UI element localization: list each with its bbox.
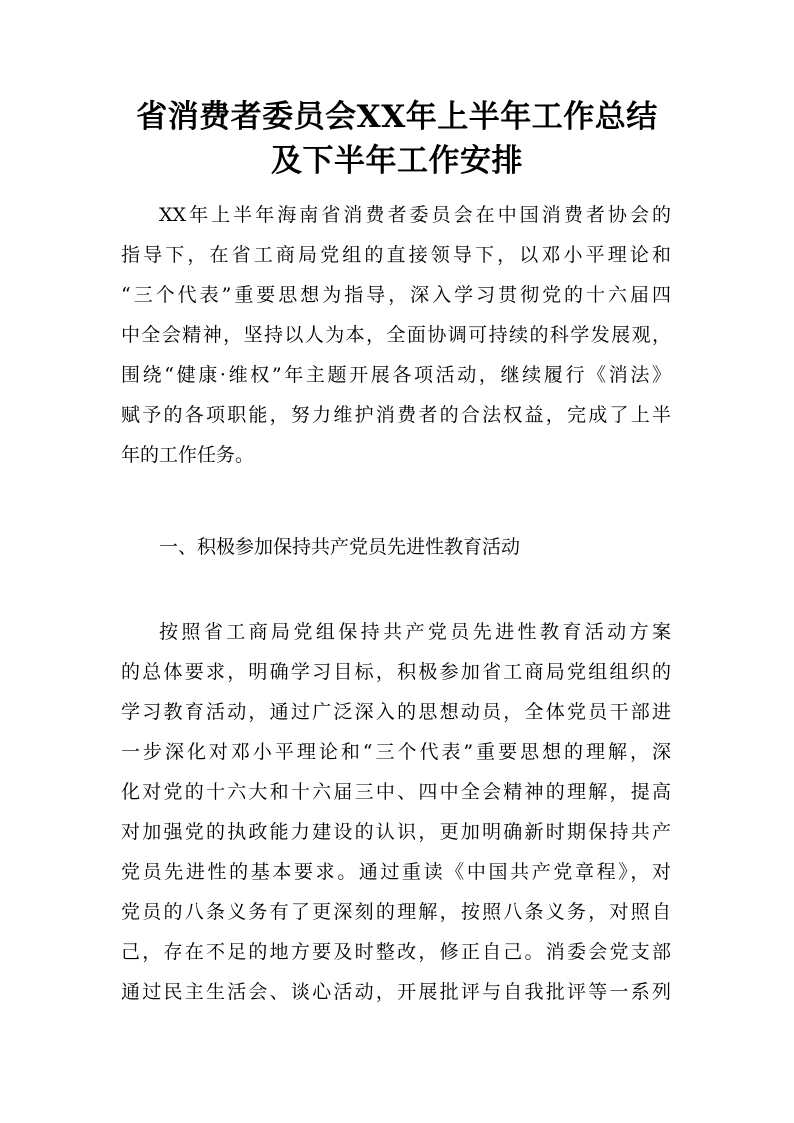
section-heading: 一、积极参加保持共产党员先进性教育活动 [159, 536, 521, 558]
paragraph-line: 通过民主生活会、谈心活动，开展批评与自我批评等一系列 [121, 981, 671, 1003]
paragraph-line: 学习教育活动，通过广泛深入的思想动员，全体党员干部进 [121, 701, 671, 723]
intro-paragraph [121, 195, 671, 475]
title-line: 及下半年工作安排 [271, 143, 523, 179]
section1-paragraph [121, 612, 671, 1012]
paragraph-line: 化对党的十六大和十六届三中、四中全会精神的理解，提高 [121, 781, 671, 803]
title-line: 省消费者委员会XX年上半年工作总结 [136, 99, 658, 135]
paragraph-line: 己，存在不足的地方要及时整改，修正自己。消委会党支部 [121, 941, 671, 963]
paragraph-line: 中全会精神，坚持以人为本，全面协调可持续的科学发展观， [121, 324, 671, 346]
paragraph-line: 赋予的各项职能，努力维护消费者的合法权益，完成了上半 [121, 404, 671, 426]
paragraph-line: 年的工作任务。 [121, 444, 255, 466]
paragraph-line: XX年上半年海南省消费者委员会在中国消费者协会的 [159, 204, 671, 226]
paragraph-line: 按照省工商局党组保持共产党员先进性教育活动方案 [159, 621, 671, 643]
paragraph-line: “三个代表”重要思想为指导，深入学习贯彻党的十六届四 [121, 284, 671, 306]
paragraph-line: 对加强党的执政能力建设的认识，更加明确新时期保持共产 [121, 821, 671, 843]
paragraph-line: 一步深化对邓小平理论和“三个代表”重要思想的理解，深 [121, 741, 671, 763]
paragraph-line: 党员的八条义务有了更深刻的理解，按照八条义务，对照自 [121, 901, 671, 923]
paragraph-line: 的总体要求，明确学习目标，积极参加省工商局党组组织的 [121, 661, 671, 683]
paragraph-line: 党员先进性的基本要求。通过重读《中国共产党章程》，对 [121, 861, 671, 883]
document-title [100, 95, 694, 183]
paragraph-line: 指导下，在省工商局党组的直接领导下，以邓小平理论和 [121, 244, 671, 266]
paragraph-line: 围绕“健康·维权”年主题开展各项活动，继续履行《消法》 [121, 364, 671, 386]
